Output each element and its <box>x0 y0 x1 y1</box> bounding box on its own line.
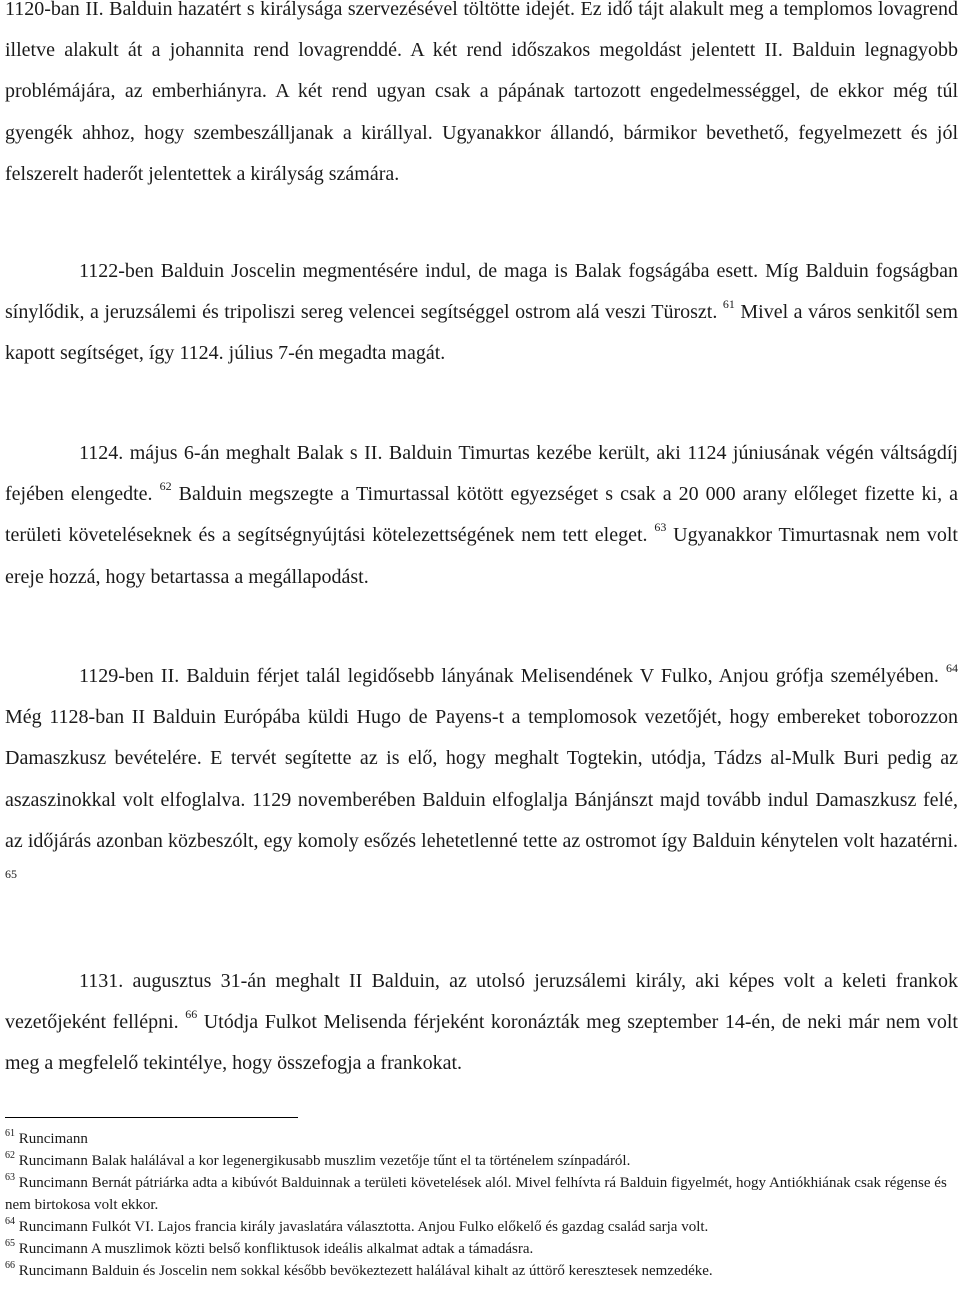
footnote-item <box>5 1216 958 1238</box>
footnote-separator <box>5 1117 298 1118</box>
footnote-reference[interactable]: 65 <box>5 867 17 882</box>
paragraph-text: 1122-ben Balduin Joscelin megmentésére indul, de maga is Balak fogságába esett. Míg Balduin fogságban sínylődik, a jeruzsálemi és tripoliszi sereg velencei segítséggel ostrom alá veszi Türoszt. <box>5 260 958 324</box>
footnote-number: 64 <box>5 1216 15 1227</box>
footnote-text: Runcimann Bernát pátriárka adta a kibúvót Balduinnak a területi követelések alól. Mivel felhívta rá Balduin figyelmét, hogy Antiókhiának csak régense és nem birtokosa volt ekkor. <box>5 1175 947 1213</box>
footnote-reference[interactable]: 63 <box>654 520 667 535</box>
paragraph-text: 1131. augusztus 31-án meghalt II Balduin, az utolsó jeruzsálemi király, aki képes volt a keleti frankok vezetőjeként fellépni. <box>5 970 958 1034</box>
body-paragraph-4 <box>5 656 958 903</box>
body-paragraph-1 <box>5 0 958 195</box>
body-paragraph-5 <box>5 961 958 1085</box>
footnote-number: 66 <box>5 1260 15 1271</box>
footnote-item <box>5 1150 958 1172</box>
footnote-number: 65 <box>5 1238 15 1249</box>
footnote-item <box>5 1238 958 1260</box>
footnote-number: 63 <box>5 1172 15 1183</box>
body-paragraph-3 <box>5 433 958 598</box>
footnote-text: Runcimann A muszlimok közti belső konfliktusok ideális alkalmat adtak a támadásra. <box>15 1241 534 1257</box>
footnote-reference[interactable]: 61 <box>722 297 735 312</box>
footnote-reference[interactable]: 64 <box>946 661 958 675</box>
paragraph-text: Ugyanakkor Timurtasnak nem volt ereje hozzá, hogy betartassa a megállapodást. <box>5 524 958 588</box>
footnote-text: Runcimann <box>15 1131 88 1147</box>
footnote-text: Runcimann Fulkót VI. Lajos francia király javaslatára választotta. Anjou Fulko előkelő és gazdag család sarja volt. <box>15 1219 709 1235</box>
footnote-item <box>5 1260 958 1282</box>
paragraph-text: Balduin megszegte a Timurtassal kötött egyezséget s csak a 20 000 arany előleget fizette ki, a területi követeléseknek és a segítségnyújtási kötelezettségének nem tett eleget. <box>5 483 959 547</box>
paragraph-text: Utódja Fulkot Melisenda férjeként koronázták meg szeptember 14-én, de neki már nem volt meg a megfelelő tekintélye, hogy összefogja a frankokat. <box>5 1011 958 1075</box>
footnote-text: Runcimann Balduin és Joscelin nem sokkal később bevökeztezett halálával kihalt az úttörő keresztesek nemzedéke. <box>15 1263 713 1279</box>
paragraph-text: 1120-ban II. Balduin hazatért s királysága szervezésével töltötte idejét. Ez idő tájt alakult meg a templomos lovagrend illetve alakult át a johannita rend lovagrenddé. A két rend időszakos megoldást jelentett II. Balduin legnagyobb problémájára, az emberhiányra. A két rend ugyan csak a pápának tartozott engedelmességgel, de ekkor még túl gyengék ahhoz, hogy szembeszálljanak a királlyal. Ugyanakkor állandó, bármikor bevethető, fegyelmezett és jól felszerelt haderőt jelentettek a királyság számára. <box>5 0 958 185</box>
body-paragraph-2 <box>5 251 958 375</box>
footnote-text: Runcimann Balak halálával a kor legenergikusabb muszlim vezetője tűnt el ta történelem színpadáról. <box>15 1153 631 1169</box>
paragraph-text: Mivel a város senkitől sem kapott segítséget, így 1124. július 7-én megadta magát. <box>5 301 958 365</box>
paragraph-text: Még 1128-ban II Balduin Európába küldi Hugo de Payens-t a templomosok vezetőjét, hogy embereket toborozzon Damaszkusz bevételére. E tervét segítette az is elő, hogy meghalt Togtekin, utódja, Tádzs al-Mulk Buri pedig az aszaszinokkal volt elfoglalva. 1129 novemberében Balduin elfoglalja Bánjánszt majd tovább indul Damaszkusz felé, az időjárás azonban közbeszólt, egy komoly esőzés lehetetlenné tette az ostromot így Balduin kénytelen volt hazatérni. <box>5 706 958 852</box>
paragraph-text: 1124. május 6-án meghalt Balak s II. Balduin Timurtas kezébe került, aki 1124 júniusának végén váltságdíj fejében elengedte. <box>5 442 958 506</box>
footnote-number: 62 <box>5 1150 15 1161</box>
footnote-item <box>5 1128 958 1150</box>
footnote-reference[interactable]: 66 <box>185 1007 198 1022</box>
footnotes-list <box>5 1128 958 1282</box>
footnote-reference[interactable]: 62 <box>159 479 172 494</box>
paragraph-text: 1129-ben II. Balduin férjet talál legidősebb lányának Melisendének V Fulko, Anjou grófja személyében. <box>79 665 946 687</box>
footnote-item <box>5 1172 958 1216</box>
footnote-number: 61 <box>5 1128 15 1139</box>
